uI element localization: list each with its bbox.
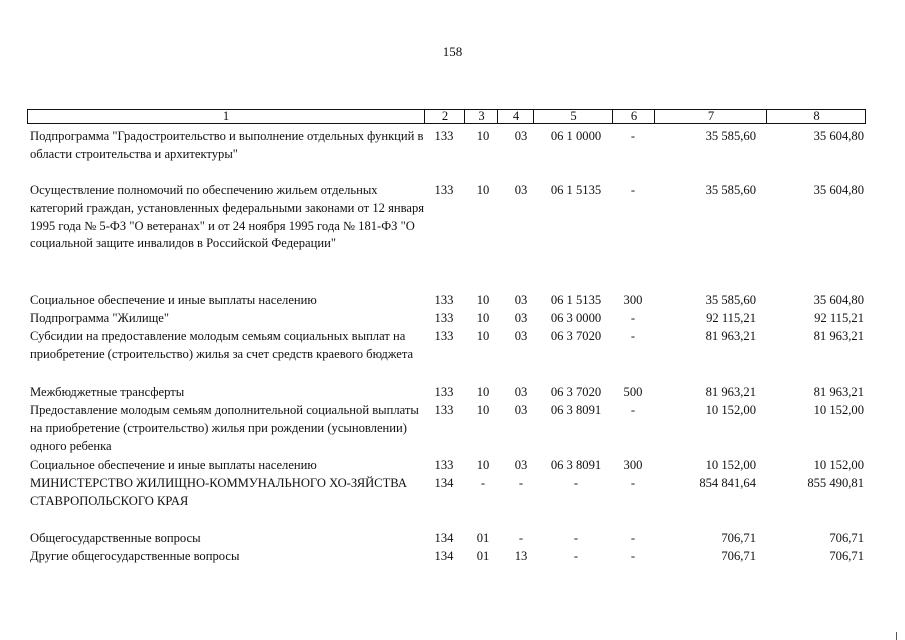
- row-col-7: 35 585,60: [705, 183, 756, 197]
- row-name: Социальное обеспечение и иные выплаты населению: [30, 293, 317, 307]
- row-col-8: 35 604,80: [813, 183, 864, 197]
- row-name: Подпрограмма "Градостроительство и выполнение отдельных функций в области строительства и архитектуры": [30, 129, 424, 161]
- page-edge-mark: [896, 632, 897, 640]
- row-col-6: -: [630, 329, 636, 343]
- row-col-3: 10: [476, 311, 490, 325]
- row-col-8: 706,71: [829, 549, 864, 563]
- row-col-8: 81 963,21: [813, 385, 864, 399]
- row-col-5: -: [573, 476, 579, 490]
- row-col-4: 03: [514, 329, 528, 343]
- row-col-4: 03: [514, 458, 528, 472]
- row-col-2: 134: [434, 549, 454, 563]
- row-col-3: 10: [476, 129, 490, 143]
- row-col-3: 10: [476, 458, 490, 472]
- row-col-3: 10: [476, 183, 490, 197]
- row-col-2: 133: [434, 385, 454, 399]
- row-col-5: 06 3 8091: [550, 458, 602, 472]
- row-col-2: 134: [434, 531, 454, 545]
- row-col-5: -: [573, 531, 579, 545]
- row-col-3: 01: [476, 531, 490, 545]
- row-col-7: 10 152,00: [705, 458, 756, 472]
- row-col-4: 03: [514, 311, 528, 325]
- row-col-6: -: [630, 311, 636, 325]
- row-col-3: 10: [476, 403, 490, 417]
- table-header: [27, 109, 866, 124]
- row-col-5: 06 1 5135: [550, 183, 602, 197]
- row-col-7: 706,71: [721, 549, 756, 563]
- row-col-2: 133: [434, 329, 454, 343]
- row-col-3: 10: [476, 385, 490, 399]
- header-col-5: 5: [533, 110, 613, 123]
- header-col-8: 8: [766, 110, 866, 123]
- row-col-8: 855 490,81: [807, 476, 864, 490]
- page-number: 158: [442, 44, 463, 59]
- row-col-6: -: [630, 531, 636, 545]
- row-col-6: 300: [623, 458, 643, 472]
- row-col-4: 03: [514, 129, 528, 143]
- row-col-5: 06 1 0000: [550, 129, 602, 143]
- header-col-7: 7: [654, 110, 767, 123]
- row-name: Предоставление молодым семьям дополнительной социальной выплаты на приобретение (строительство) жилья при рождении (усыновлении) одного ребенка: [30, 403, 419, 453]
- row-col-8: 706,71: [829, 531, 864, 545]
- row-col-7: 854 841,64: [699, 476, 756, 490]
- row-col-3: 10: [476, 293, 490, 307]
- row-col-4: 03: [514, 385, 528, 399]
- row-col-8: 92 115,21: [814, 311, 864, 325]
- row-col-3: -: [480, 476, 486, 490]
- header-col-2: 2: [424, 110, 465, 123]
- row-col-5: 06 3 0000: [550, 311, 602, 325]
- header-col-1: 1: [222, 109, 230, 123]
- row-name: Субсидии на предоставление молодым семьям социальных выплат на приобретение (строительство) жилья за счет средств краевого бюджета: [30, 329, 414, 361]
- row-col-5: -: [573, 549, 579, 563]
- row-col-7: 81 963,21: [705, 385, 756, 399]
- row-col-6: 300: [623, 293, 643, 307]
- row-col-6: -: [630, 183, 636, 197]
- row-name: Социальное обеспечение и иные выплаты населению: [30, 458, 317, 472]
- row-col-7: 35 585,60: [705, 129, 756, 143]
- row-col-7: 35 585,60: [705, 293, 756, 307]
- row-col-7: 81 963,21: [705, 329, 756, 343]
- row-col-6: -: [630, 403, 636, 417]
- row-col-8: 35 604,80: [813, 293, 864, 307]
- row-col-5: 06 3 7020: [550, 385, 602, 399]
- row-col-6: 500: [623, 385, 643, 399]
- row-col-6: -: [630, 549, 636, 563]
- row-name: Общегосударственные вопросы: [30, 531, 201, 545]
- row-col-4: 13: [514, 549, 528, 563]
- row-name: МИНИСТЕРСТВО ЖИЛИЩНО-КОММУНАЛЬНОГО ХО-ЗЯЙСТВА СТАВРОПОЛЬСКОГО КРАЯ: [30, 476, 407, 508]
- row-col-6: -: [630, 129, 636, 143]
- row-col-7: 10 152,00: [705, 403, 756, 417]
- row-name: Подпрограмма "Жилище": [30, 311, 170, 325]
- row-col-6: -: [630, 476, 636, 490]
- row-col-8: 35 604,80: [813, 129, 864, 143]
- row-name: Другие общегосударственные вопросы: [30, 549, 240, 563]
- row-col-4: -: [518, 476, 524, 490]
- row-col-8: 10 152,00: [813, 458, 864, 472]
- row-col-2: 133: [434, 458, 454, 472]
- row-col-7: 706,71: [721, 531, 756, 545]
- row-col-8: 81 963,21: [813, 329, 864, 343]
- header-col-4: 4: [497, 110, 534, 123]
- row-col-3: 10: [476, 329, 490, 343]
- row-col-7: 92 115,21: [706, 311, 756, 325]
- row-name: Осуществление полномочий по обеспечению жильем отдельных категорий граждан, установленных федеральными законами от 12 января 1995 года № 5-ФЗ "О ветеранах" и от 24 ноября 1995 года № 181-ФЗ "О социальной защите инвалидов в Российской Федерации": [30, 183, 425, 251]
- header-col-6: 6: [612, 110, 655, 123]
- row-col-8: 10 152,00: [813, 403, 864, 417]
- row-col-2: 133: [434, 403, 454, 417]
- header-col-3: 3: [464, 110, 498, 123]
- row-name: Межбюджетные трансферты: [30, 385, 185, 399]
- row-col-5: 06 3 8091: [550, 403, 602, 417]
- row-col-2: 133: [434, 311, 454, 325]
- row-col-5: 06 1 5135: [550, 293, 602, 307]
- row-col-2: 134: [434, 476, 454, 490]
- row-col-4: -: [518, 531, 524, 545]
- row-col-4: 03: [514, 403, 528, 417]
- row-col-3: 01: [476, 549, 490, 563]
- row-col-2: 133: [434, 183, 454, 197]
- row-col-2: 133: [434, 293, 454, 307]
- row-col-4: 03: [514, 183, 528, 197]
- row-col-5: 06 3 7020: [550, 329, 602, 343]
- row-col-4: 03: [514, 293, 528, 307]
- row-col-2: 133: [434, 129, 454, 143]
